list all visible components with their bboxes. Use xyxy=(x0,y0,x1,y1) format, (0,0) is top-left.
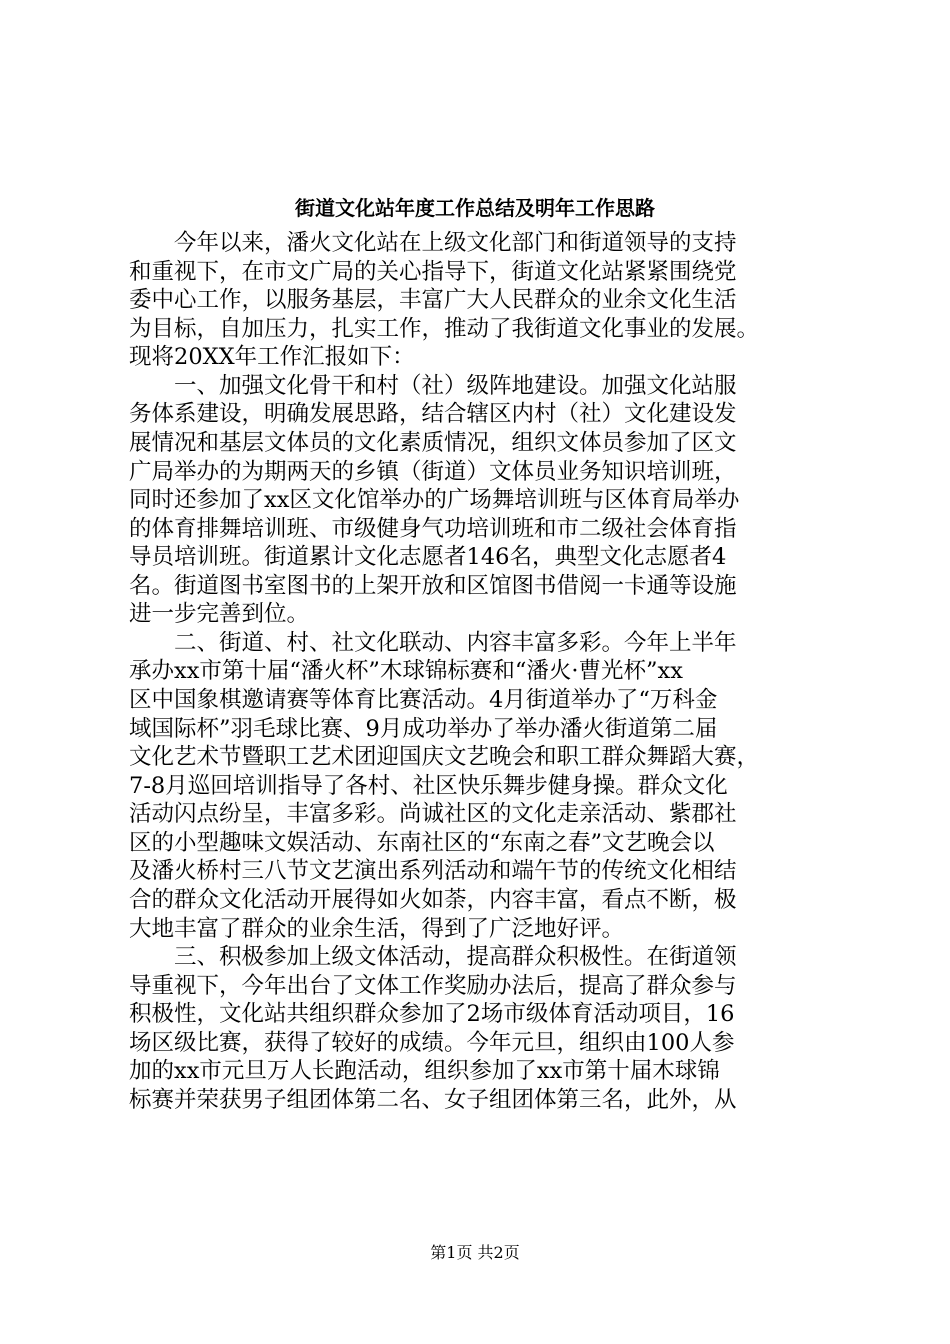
text-line: 现将20XX年工作汇报如下： xyxy=(129,344,415,371)
text-line: 标赛并荣获男子组团体第二名、女子组团体第三名，此外，从 xyxy=(129,1086,737,1113)
text-line: 区中国象棋邀请赛等体育比赛活动。4月街道举办了“万科金 xyxy=(129,687,718,713)
text-line: 合的群众文化活动开展得如火如荼，内容丰富，看点不断，极 xyxy=(129,886,737,913)
text-line: 三、积极参加上级文体活动，提高群众积极性。在街道领 xyxy=(129,944,737,971)
text-line: 及潘火桥村三八节文艺演出系列活动和端午节的传统文化相结 xyxy=(129,858,737,885)
text-line: 的体育排舞培训班、市级健身气功培训班和市二级社会体育指 xyxy=(129,515,737,542)
text-line: 展情况和基层文体员的文化素质情况，组织文体员参加了区文 xyxy=(129,429,737,456)
text-line: 大地丰富了群众的业余生活，得到了广泛地好评。 xyxy=(129,915,625,942)
text-line: 委中心工作，以服务基层，丰富广大人民群众的业余文化生活 xyxy=(129,287,737,314)
document-body xyxy=(129,229,889,1114)
text-line: 一、加强文化骨干和村（社）级阵地建设。加强文化站服 xyxy=(129,372,737,399)
text-line: 导重视下，今年出台了文体工作奖励办法后，提高了群众参与 xyxy=(129,972,737,999)
text-line: 文化艺术节暨职工艺术团迎国庆文艺晚会和职工群众舞蹈大赛， xyxy=(129,744,760,771)
text-line: 名。街道图书室图书的上架开放和区馆图书借阅一卡通等设施 xyxy=(129,572,737,599)
text-line: 务体系建设，明确发展思路，结合辖区内村（社）文化建设发 xyxy=(129,401,737,428)
document-title: 街道文化站年度工作总结及明年工作思路 xyxy=(295,196,655,220)
text-line: 和重视下，在市文广局的关心指导下，街道文化站紧紧围绕党 xyxy=(129,258,737,285)
text-line: 为目标，自加压力，扎实工作，推动了我街道文化事业的发展。 xyxy=(129,315,760,342)
text-line: 二、街道、村、社文化联动、内容丰富多彩。今年上半年 xyxy=(129,629,737,656)
text-line: 加的xx市元旦万人长跑活动，组织参加了xx市第十届木球锦 xyxy=(129,1058,720,1085)
text-line: 区的小型趣味文娱活动、东南社区的“东南之春”文艺晚会以 xyxy=(129,829,715,856)
text-line: 场区级比赛，获得了较好的成绩。今年元旦，组织由100人参 xyxy=(129,1029,735,1056)
text-line: 7-8月巡回培训指导了各村、社区快乐舞步健身操。群众文化 xyxy=(129,772,728,799)
text-line: 承办xx市第十届“潘火杯”木球锦标赛和“潘火·曹光杯”xx xyxy=(129,658,683,685)
text-line: 活动闪点纷呈，丰富多彩。尚诚社区的文化走亲活动、紫郡社 xyxy=(129,801,737,828)
text-line: 同时还参加了xx区文化馆举办的广场舞培训班与区体育局举办 xyxy=(129,487,740,514)
text-line: 积极性，文化站共组织群众参加了2场市级体育活动项目，16 xyxy=(129,1001,735,1028)
text-line: 广局举办的为期两天的乡镇（街道）文体员业务知识培训班， xyxy=(129,458,737,485)
text-line: 域国际杯”羽毛球比赛、9月成功举办了举办潘火街道第二届 xyxy=(129,715,718,742)
page-footer: 第1页 共2页 xyxy=(430,1243,520,1262)
text-line: 进一步完善到位。 xyxy=(129,601,310,628)
text-line: 导员培训班。街道累计文化志愿者146名，典型文化志愿者4 xyxy=(129,544,727,571)
text-line: 今年以来，潘火文化站在上级文化部门和街道领导的支持 xyxy=(129,230,737,256)
